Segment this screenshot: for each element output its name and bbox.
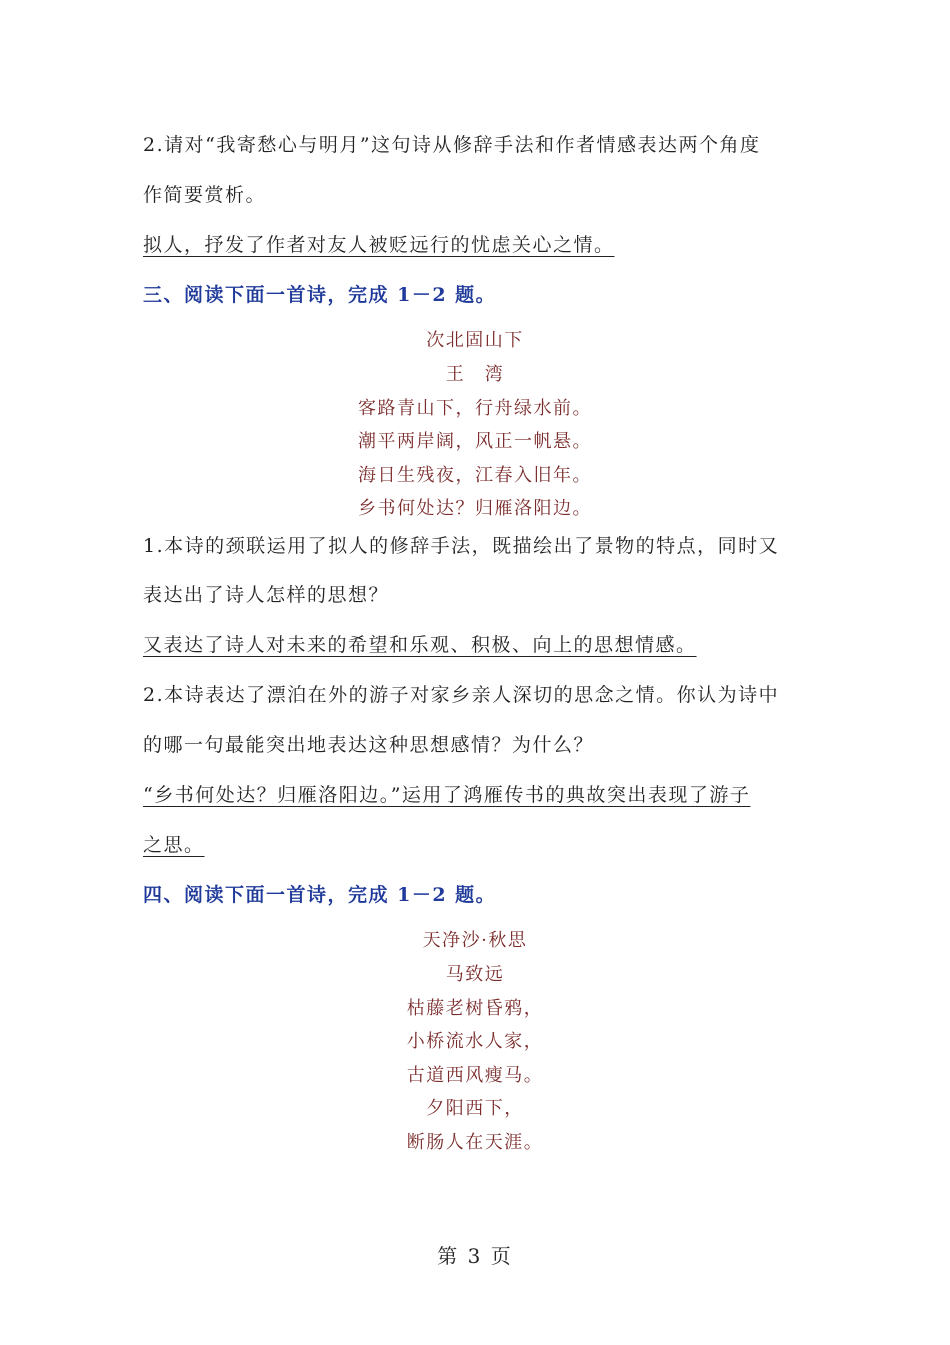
poem-1-line: 潮平两岸阔，风正一帆悬。 [358,431,592,452]
question-2-line-2: 作简要赏析。 [143,184,267,206]
poem-1-line: 海日生残夜，江春入旧年。 [358,465,592,486]
poem-1-line: 客路青山下，行舟绿水前。 [358,398,592,419]
poem-2-title: 天净沙·秋思 [422,930,528,951]
question-2-answer: 拟人，抒发了作者对友人被贬远行的忧虑关心之情。 [143,234,615,256]
poem-1-author: 王 湾 [445,364,505,385]
poem-2-line: 夕阳西下， [426,1098,524,1119]
poem-2-line: 断肠人在天涯。 [406,1132,544,1153]
section-3-question-1-answer: 又表达了诗人对未来的希望和乐观、积极、向上的思想情感。 [143,634,697,656]
section-3-question-2-answer-line-1: “乡书何处达？归雁洛阳边。”运用了鸿雁传书的典故突出表现了游子 [143,784,751,806]
poem-2-line: 小桥流水人家， [406,1031,544,1052]
section-3-question-1-line-2: 表达出了诗人怎样的思想？ [143,584,390,606]
poem-1-title: 次北固山下 [426,330,524,351]
question-2-line-1: 2.请对“我寄愁心与明月”这句诗从修辞手法和作者情感表达两个角度 [143,134,761,156]
section-3-question-2-answer-line-2: 之思。 [143,834,205,856]
section-3-question-2-line-1: 2.本诗表达了漂泊在外的游子对家乡亲人深切的思念之情。你认为诗中 [143,684,780,706]
poem-1-line: 乡书何处达？归雁洛阳边。 [358,498,592,519]
section-3-question-2-line-2: 的哪一句最能突出地表达这种思想感情？为什么？ [143,734,595,756]
page-number: 第 3 页 [437,1244,513,1268]
poem-2-line: 古道西风瘦马。 [406,1065,544,1086]
section-3-heading: 三、阅读下面一首诗，完成 1－2 题。 [143,284,497,306]
section-4-heading: 四、阅读下面一首诗，完成 1－2 题。 [143,884,497,906]
section-3-question-1-line-1: 1.本诗的颈联运用了拟人的修辞手法，既描绘出了景物的特点，同时又 [143,535,780,557]
poem-2-author: 马致远 [445,964,505,985]
poem-2-line: 枯藤老树昏鸦， [406,998,544,1019]
